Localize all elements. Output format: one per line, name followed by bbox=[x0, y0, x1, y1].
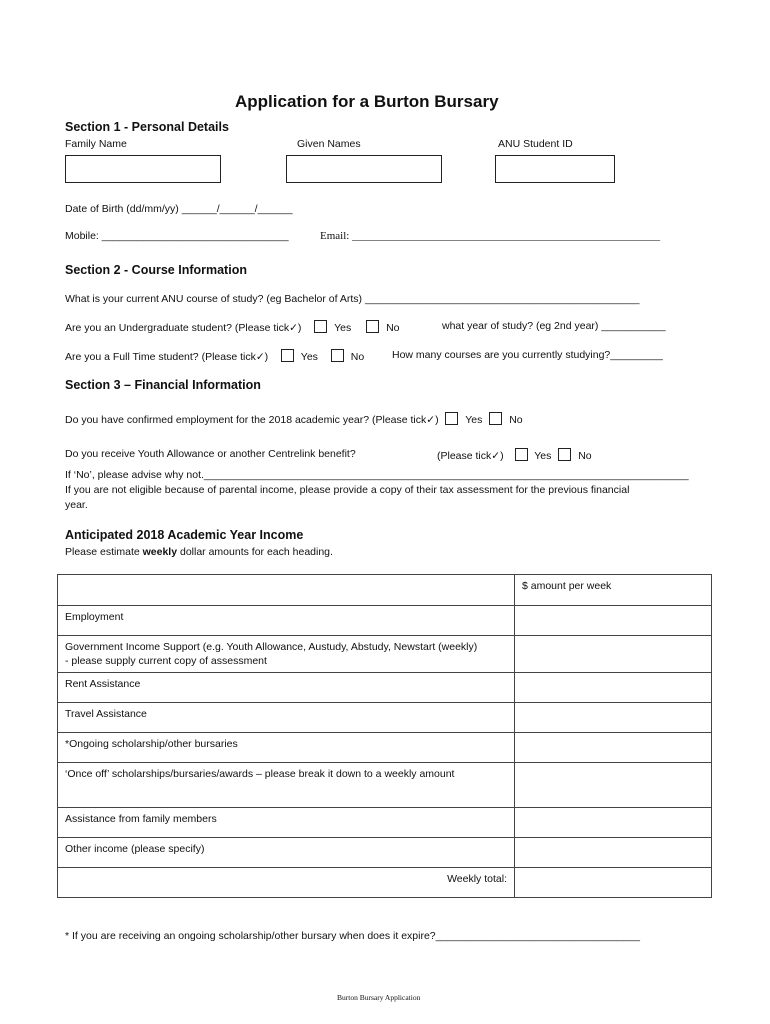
row-label: ‘Once off’ scholarships/bursaries/awards – please break it down to a weekly amount bbox=[58, 763, 515, 808]
undergrad-yes-label: Yes bbox=[334, 322, 352, 334]
undergrad-no-label: No bbox=[386, 322, 400, 334]
employment-yes-label: Yes bbox=[465, 414, 483, 426]
given-names-label: Given Names bbox=[297, 138, 361, 150]
undergrad-yes-checkbox[interactable] bbox=[314, 320, 327, 333]
income-table bbox=[57, 574, 712, 898]
youth-no-checkbox[interactable] bbox=[558, 448, 571, 461]
youth-please-tick: (Please tick✓) bbox=[437, 450, 504, 462]
amount-input[interactable] bbox=[515, 808, 712, 838]
family-name-label: Family Name bbox=[65, 138, 127, 150]
youth-allowance-options bbox=[437, 448, 592, 462]
header-blank-cell bbox=[58, 575, 515, 606]
row-label: Rent Assistance bbox=[58, 673, 515, 703]
row-label: Assistance from family members bbox=[58, 808, 515, 838]
youth-yes-checkbox[interactable] bbox=[515, 448, 528, 461]
employment-no-label: No bbox=[509, 414, 523, 426]
youth-yes-label: Yes bbox=[534, 450, 552, 462]
employment-question bbox=[65, 412, 523, 426]
student-id-label: ANU Student ID bbox=[498, 138, 573, 150]
amount-input[interactable] bbox=[515, 606, 712, 636]
income-subtext-post: dollar amounts for each heading. bbox=[177, 546, 333, 558]
family-name-field[interactable] bbox=[65, 155, 221, 183]
table-row bbox=[58, 808, 712, 838]
income-subtext bbox=[65, 546, 333, 558]
youth-allowance-question: Do you receive Youth Allowance or another Centrelink benefit? bbox=[65, 448, 356, 460]
page-title: Application for a Burton Bursary bbox=[235, 92, 499, 111]
amount-input[interactable] bbox=[515, 673, 712, 703]
income-subtext-bold: weekly bbox=[142, 546, 178, 558]
amount-input[interactable] bbox=[515, 636, 712, 673]
row-label: Other income (please specify) bbox=[58, 838, 515, 868]
given-names-field[interactable] bbox=[286, 155, 442, 183]
weekly-total-input[interactable] bbox=[515, 868, 712, 898]
scholarship-expiry-field[interactable]: * If you are receiving an ongoing scholarship/other bursary when does it expire?___________________________________ bbox=[65, 930, 641, 942]
email-field[interactable]: Email: ________________________________________________________ bbox=[320, 230, 661, 242]
undergrad-question bbox=[65, 320, 400, 334]
fulltime-question bbox=[65, 349, 364, 363]
fulltime-yes-label: Yes bbox=[300, 351, 318, 363]
mobile-field[interactable]: Mobile: ________________________________ bbox=[65, 230, 289, 242]
employment-question-label: Do you have confirmed employment for the 2018 academic year? (Please tick✓) bbox=[65, 414, 439, 426]
row-label: Government Income Support (e.g. Youth Allowance, Austudy, Abstudy, Newstart (weekly) - please supply current copy of assessment bbox=[58, 636, 515, 673]
row-label: Employment bbox=[58, 606, 515, 636]
amount-header: $ amount per week bbox=[515, 575, 712, 606]
youth-no-label: No bbox=[578, 450, 592, 462]
fulltime-yes-checkbox[interactable] bbox=[281, 349, 294, 362]
section1-heading: Section 1 - Personal Details bbox=[65, 120, 229, 134]
section3-heading: Section 3 – Financial Information bbox=[65, 378, 261, 392]
undergrad-no-checkbox[interactable] bbox=[366, 320, 379, 333]
footer: Burton Bursary Application bbox=[337, 993, 421, 1002]
section2-heading: Section 2 - Course Information bbox=[65, 263, 247, 277]
amount-input[interactable] bbox=[515, 703, 712, 733]
weekly-total-label: Weekly total: bbox=[58, 868, 515, 898]
table-row bbox=[58, 636, 712, 673]
not-eligible-note-cont: year. bbox=[65, 499, 88, 511]
dob-field[interactable]: Date of Birth (dd/mm/yy) ______/______/______ bbox=[65, 203, 293, 215]
income-subtext-pre: Please estimate bbox=[65, 546, 143, 558]
course-question[interactable]: What is your current ANU course of study? (eg Bachelor of Arts) _______________________________________________ bbox=[65, 293, 640, 305]
income-heading: Anticipated 2018 Academic Year Income bbox=[65, 528, 304, 542]
table-row bbox=[58, 763, 712, 808]
table-row-total bbox=[58, 868, 712, 898]
amount-input[interactable] bbox=[515, 733, 712, 763]
if-no-field[interactable]: If ‘No’, please advise why not.___________________________________________________________________________________ bbox=[65, 469, 689, 481]
courses-count-field[interactable]: How many courses are you currently studying?_________ bbox=[392, 349, 663, 361]
table-row bbox=[58, 733, 712, 763]
table-row bbox=[58, 606, 712, 636]
fulltime-question-label: Are you a Full Time student? (Please tick✓) bbox=[65, 351, 269, 363]
table-row bbox=[58, 703, 712, 733]
not-eligible-note: If you are not eligible because of parental income, please provide a copy of their tax assessment for the previous financial bbox=[65, 484, 630, 496]
undergrad-question-label: Are you an Undergraduate student? (Please tick✓) bbox=[65, 322, 302, 334]
amount-input[interactable] bbox=[515, 838, 712, 868]
row-label: *Ongoing scholarship/other bursaries bbox=[58, 733, 515, 763]
year-of-study-field[interactable]: what year of study? (eg 2nd year) ___________ bbox=[442, 320, 666, 332]
table-row bbox=[58, 838, 712, 868]
row-label: Travel Assistance bbox=[58, 703, 515, 733]
fulltime-no-checkbox[interactable] bbox=[331, 349, 344, 362]
table-header-row bbox=[58, 575, 712, 606]
student-id-field[interactable] bbox=[495, 155, 615, 183]
employment-yes-checkbox[interactable] bbox=[445, 412, 458, 425]
amount-input[interactable] bbox=[515, 763, 712, 808]
table-row bbox=[58, 673, 712, 703]
fulltime-no-label: No bbox=[350, 351, 365, 363]
employment-no-checkbox[interactable] bbox=[489, 412, 502, 425]
